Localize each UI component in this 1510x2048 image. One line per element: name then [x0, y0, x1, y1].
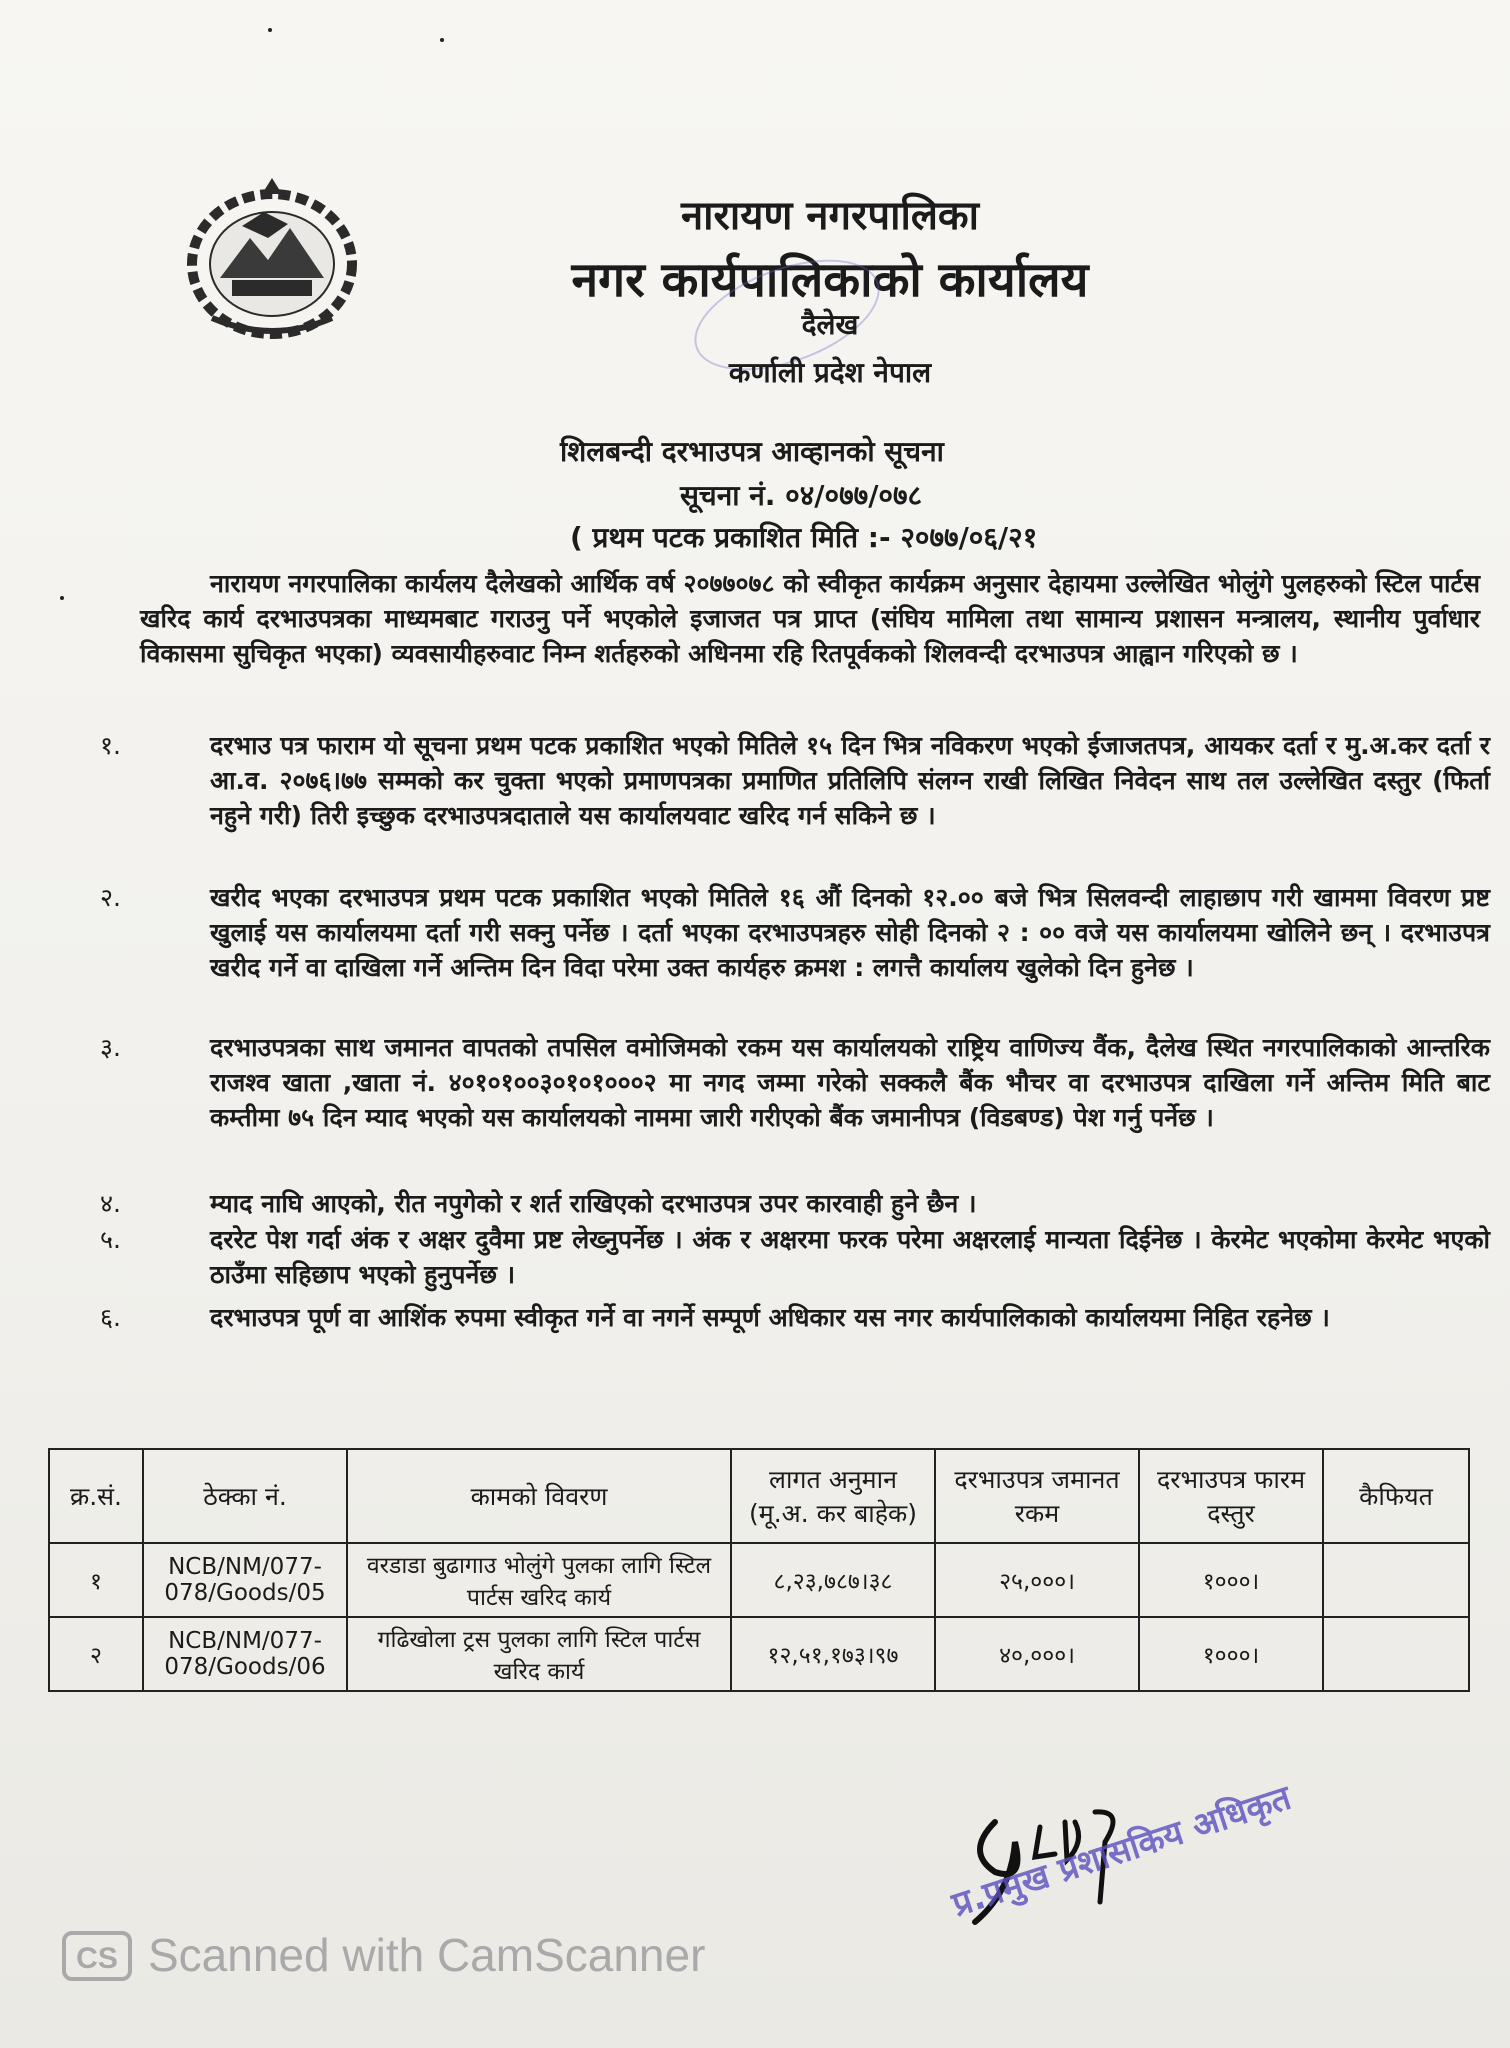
municipality-name: नारायण नगरपालिका — [680, 193, 980, 239]
cell-fee: १०००। — [1139, 1543, 1323, 1617]
header-contract-no: ठेक्का नं. — [143, 1449, 347, 1543]
cell-sn: २ — [49, 1617, 143, 1691]
condition-number: ३. — [100, 1033, 121, 1062]
cell-contract-no: NCB/NM/077-078/Goods/06 — [143, 1617, 347, 1691]
condition-item — [100, 880, 1490, 985]
condition-text: दरभाउपत्र पूर्ण वा आशिंक रुपमा स्वीकृत गर्ने वा नगर्ने सम्पूर्ण अधिकार यस नगर कार्यपालिकाको कार्यालयमा निहित रहनेछ । — [210, 1303, 1330, 1332]
scan-speck — [60, 596, 64, 600]
cell-cost: ८,२३,७८७।३८ — [731, 1543, 935, 1617]
camscanner-logo-icon — [62, 1931, 132, 1981]
condition-item — [100, 1030, 1490, 1135]
office-name: नगर कार्यपालिकाको कार्यालय — [571, 252, 1089, 308]
cell-description: गढिखोला ट्रस पुलका लागि स्टिल पार्टस खरिद कार्य — [347, 1617, 731, 1691]
condition-item — [100, 728, 1490, 833]
header-remarks: कैफियत — [1323, 1449, 1469, 1543]
cell-security: २५,०००। — [935, 1543, 1139, 1617]
table-row — [49, 1543, 1469, 1617]
cell-remarks — [1323, 1543, 1469, 1617]
officer-stamp: प्र.प्रमुख प्रशासकिय अधिकृत — [947, 1777, 1296, 1926]
header-sn: क्र.सं. — [49, 1449, 143, 1543]
cell-cost: १२,५१,१७३।९७ — [731, 1617, 935, 1691]
notice-title: शिलबन्दी दरभाउपत्र आव्हानको सूचना — [560, 435, 944, 468]
condition-number: ६. — [100, 1303, 121, 1332]
header-work-description: कामको विवरण — [347, 1449, 731, 1543]
condition-number: ५. — [100, 1225, 121, 1254]
condition-item — [100, 1300, 1490, 1335]
condition-item — [100, 1222, 1490, 1292]
notice-intro-paragraph: नारायण नगरपालिका कार्यलय दैलेखको आर्थिक वर्ष २०७७०७८ को स्वीकृत कार्यक्रम अनुसार देहायमा उल्लेखित भोलुंगे पुलहरुको स्टिल पार्टस खरिद कार्य दरभाउपत्रका माध्यमबाट गराउनु पर्ने भएकोले इजाजत पत्र प्राप्त (संघिय मामिला तथा सामान्य प्रशासन मन्त्रालय, स्थानीय पुर्वाधार विकासमा सुचिकृत भएका) व्यवसायीहरुवाट निम्न शर्तहरुको अधिनमा रहि रितपूर्वकको शिलवन्दी दरभाउपत्र आह्वान गरिएको छ । — [140, 569, 1480, 668]
province-name: कर्णाली प्रदेश नेपाल — [728, 356, 932, 389]
condition-text: दररेट पेश गर्दा अंक र अक्षर दुवैमा प्रष्ट लेख्नुपर्नेछ । अंक र अक्षरमा फरक परेमा अक्षरलाई मान्यता दिईनेछ । केरमेट भएकोमा केरमेट भएको ठाउँमा सहिछाप भएको हुनुपर्नेछ । — [210, 1225, 1490, 1289]
cell-fee: १०००। — [1139, 1617, 1323, 1691]
scanner-watermark: Scanned with CamScanner — [148, 1929, 706, 1981]
scan-speck — [268, 28, 272, 32]
header-cost-estimate: लागत अनुमान (मू.अ. कर बाहेक) — [731, 1449, 935, 1543]
condition-number: ४. — [100, 1189, 121, 1218]
condition-text: खरीद भएका दरभाउपत्र प्रथम पटक प्रकाशित भएको मितिले १६ औं दिनको १२.०० बजे भित्र सिलवन्दी लाहाछाप गरी खाममा विवरण प्रष्ट खुलाई यस कार्यालयमा दर्ता गरी सक्नु पर्नेछ । दर्ता भएका दरभाउपत्रहरु सोही दिनको २ : ०० वजे यस कार्यालयमा खोलिने छन् । दरभाउपत्र खरीद गर्ने वा दाखिला गर्ने अन्तिम दिन विदा परेमा उक्त कार्यहरु क्रमश : लगत्तै कार्यालय खुलेको दिन हुनेछ । — [210, 883, 1490, 982]
header-bid-security: दरभाउपत्र जमानत रकम — [935, 1449, 1139, 1543]
condition-number: १. — [100, 731, 121, 760]
cell-description: वरडाडा बुढागाउ भोलुंगे पुलका लागि स्टिल पार्टस खरिद कार्य — [347, 1543, 731, 1617]
cell-remarks — [1323, 1617, 1469, 1691]
nepal-emblem-icon — [172, 168, 372, 348]
condition-text: दरभाउ पत्र फाराम यो सूचना प्रथम पटक प्रकाशित भएको मितिले १५ दिन भित्र नविकरण भएको ईजाजतपत्र, आयकर दर्ता र मु.अ.कर दर्ता र आ.व. २०७६।७७ सम्मको कर चुक्ता भएको प्रमाणपत्रका प्रमाणित प्रतिलिपि संलग्न राखी लिखित निवेदन साथ तल उल्लेखित दस्तुर (फिर्ता नहुने गरी) तिरी इच्छुक दरभाउपत्रदाताले यस कार्यालयवाट खरिद गर्न सकिने छ । — [210, 731, 1490, 830]
condition-text: दरभाउपत्रका साथ जमानत वापतको तपसिल वमोजिमको रकम यस कार्यालयको राष्ट्रिय वाणिज्य वैंक, दैलेख स्थित नगरपालिकाको आन्तरिक राजश्व खाता ,खाता नं. ४०१०१००३०१०१०००२ मा नगद जम्मा गरेको सक्कलै बैंक भौचर वा दरभाउपत्र दाखिला गर्ने अन्तिम मिति बाट कम्तीमा ७५ दिन म्याद भएको यस कार्यालयको नाममा जारी गरीएको बैंक जमानीपत्र (विडबण्ड) पेश गर्नु पर्नेछ । — [210, 1033, 1490, 1132]
header-form-fee: दरभाउपत्र फारम दस्तुर — [1139, 1449, 1323, 1543]
notice-number: सूचना नं. ०४/०७७/०७८ — [680, 479, 923, 512]
svg-text:CS: CS — [76, 1942, 118, 1975]
scan-speck — [440, 38, 444, 42]
notice-published-date: ( प्रथम पटक प्रकाशित मिति :- २०७७/०६/२१ — [570, 521, 1038, 554]
tender-table — [48, 1448, 1470, 1692]
condition-text: म्याद नाघि आएको, रीत नपुगेको र शर्त राखिएको दरभाउपत्र उपर कारवाही हुने छैन । — [210, 1189, 977, 1218]
cell-sn: १ — [49, 1543, 143, 1617]
condition-number: २. — [100, 883, 121, 912]
table-header-row — [49, 1449, 1469, 1543]
table-row — [49, 1617, 1469, 1691]
district-name: दैलेख — [801, 308, 859, 341]
cell-contract-no: NCB/NM/077-078/Goods/05 — [143, 1543, 347, 1617]
condition-item — [100, 1186, 1490, 1221]
cell-security: ४०,०००। — [935, 1617, 1139, 1691]
